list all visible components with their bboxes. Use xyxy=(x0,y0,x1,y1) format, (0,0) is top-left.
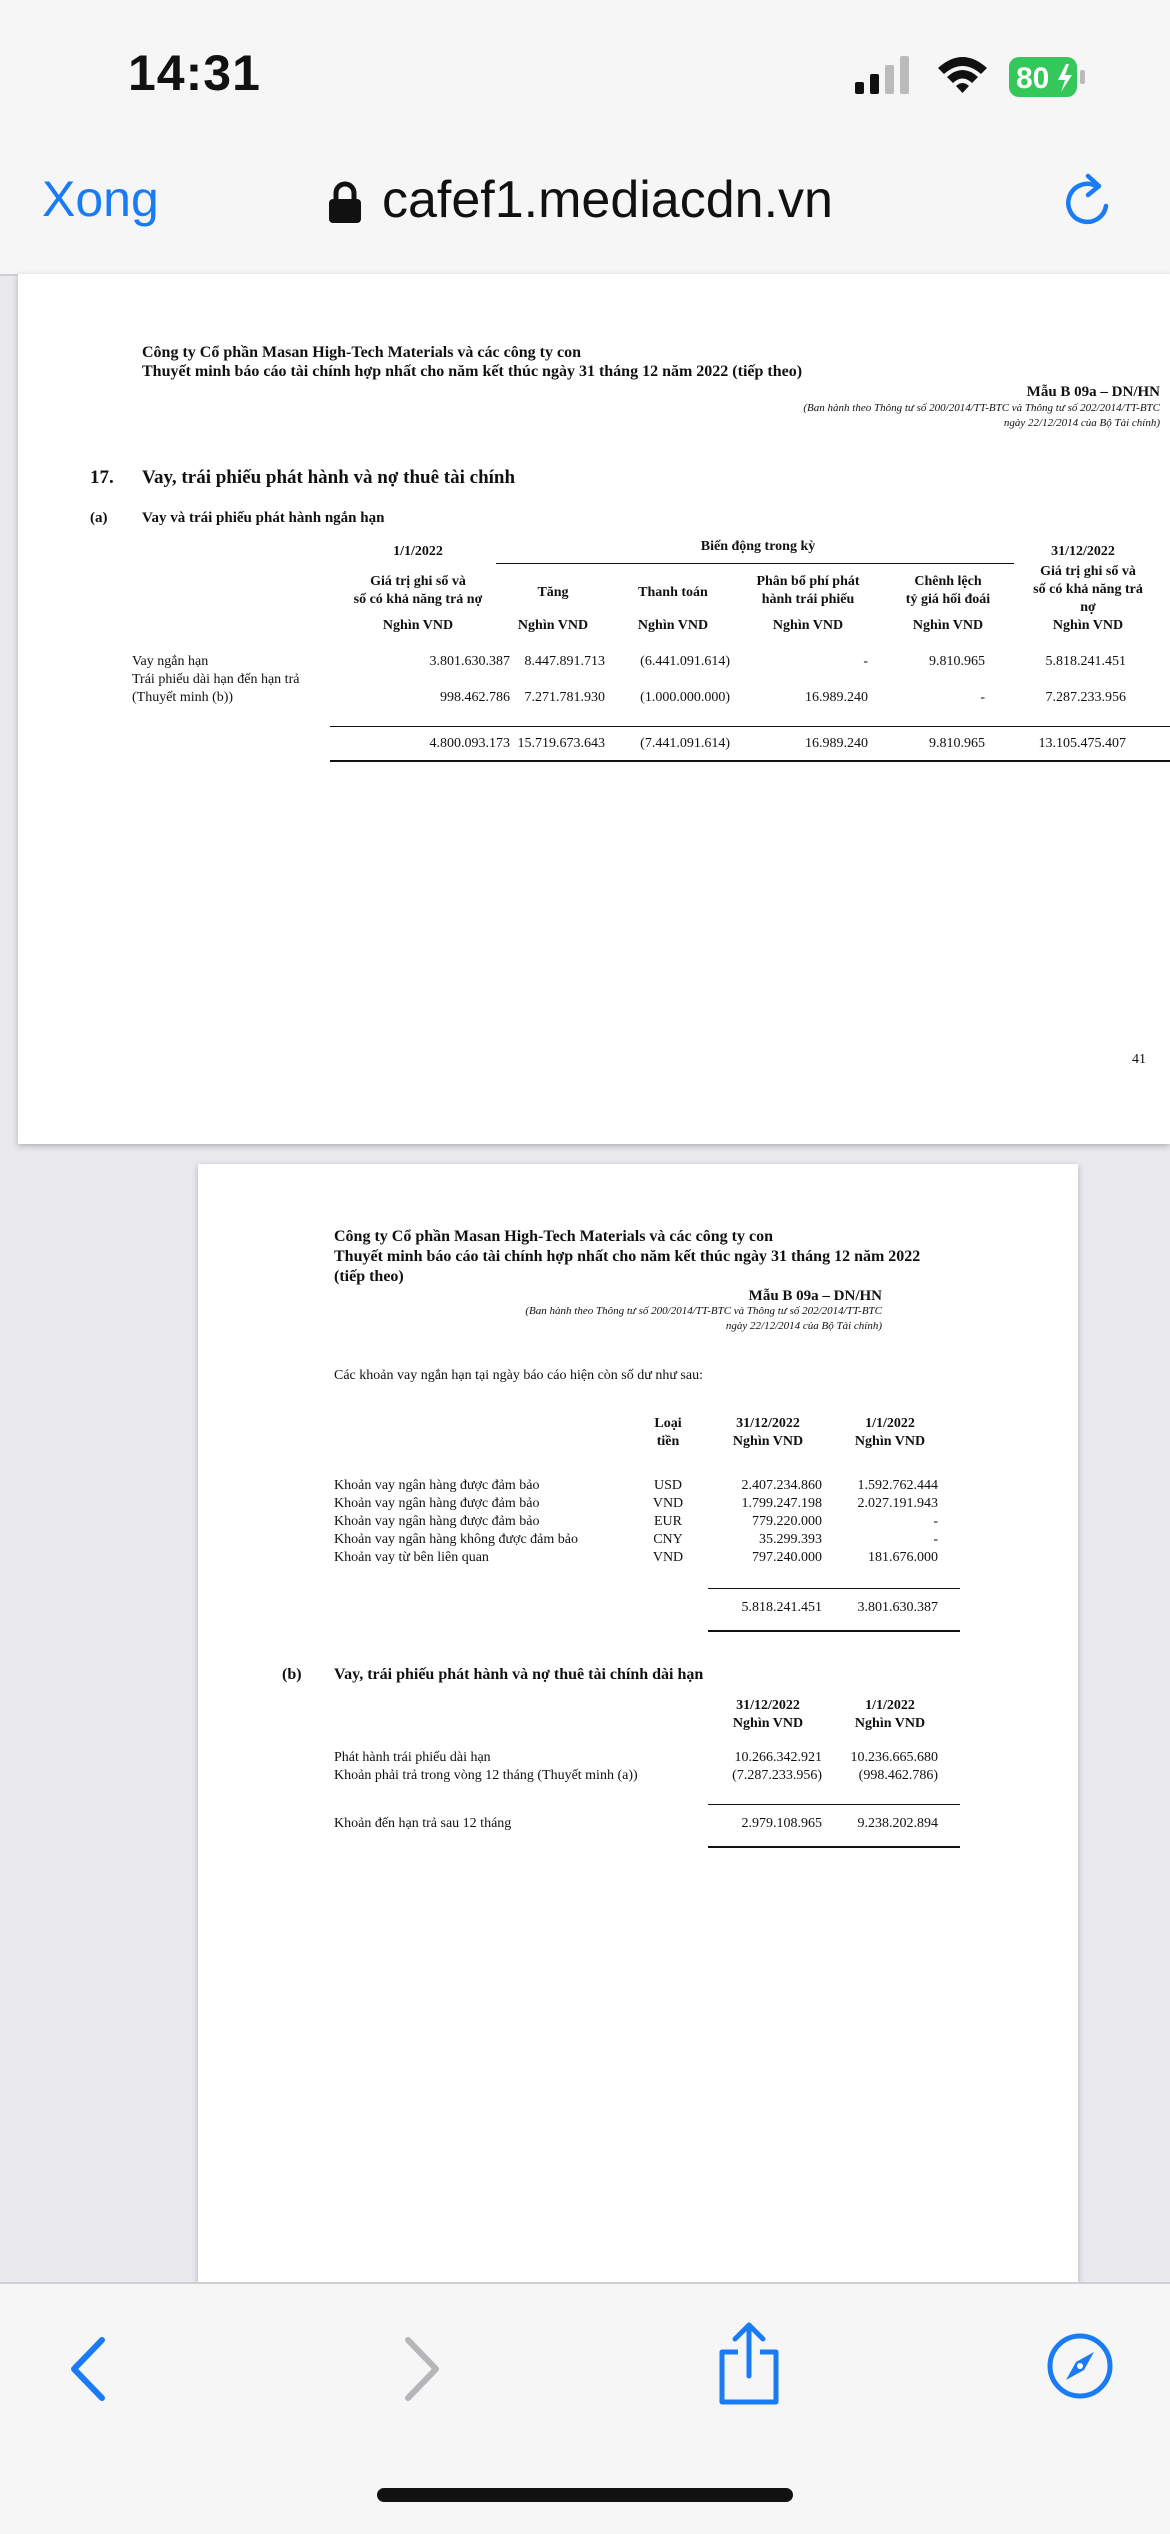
cellular-signal-icon xyxy=(855,56,915,96)
long-term-value: 10.266.342.921 xyxy=(734,1750,822,1765)
subsection-b-title: Vay, trái phiếu phát hành và nợ thuê tài chính dài hạn xyxy=(334,1666,704,1683)
col-head-text: Thanh toán xyxy=(638,585,708,600)
loan-value: 181.676.000 xyxy=(868,1550,938,1565)
url-address[interactable]: cafef1.mediacdn.vn xyxy=(382,171,833,229)
col-head-text: hành trái phiếu xyxy=(761,592,855,607)
total-value: 16.989.240 xyxy=(805,736,868,751)
safari-compass-icon[interactable] xyxy=(1046,2332,1114,2400)
loans-total: 5.818.241.451 xyxy=(741,1600,822,1615)
col-head-text: Giá trị ghi sổ và xyxy=(370,574,466,589)
cell-value: 8.447.891.713 xyxy=(524,654,605,669)
unit-label: Nghìn VND xyxy=(1052,618,1124,633)
form-note-1: (Ban hành theo Thông tư số 200/2014/TT-BTC và Thông tư số 202/2014/TT-BTC xyxy=(525,1305,882,1317)
col-head-currency: tiền xyxy=(656,1434,680,1449)
loan-value: 779.220.000 xyxy=(752,1514,822,1529)
loans-intro: Các khoản vay ngắn hạn tại ngày báo cáo hiện còn số dư như sau: xyxy=(334,1368,703,1383)
unit-label: Nghìn VND xyxy=(772,618,844,633)
document-page-42 xyxy=(198,1164,1078,2284)
cell-value: 9.810.965 xyxy=(929,654,985,669)
row-label: Trái phiếu dài hạn đến hạn trả xyxy=(132,672,300,687)
form-code: Mẫu B 09a – DN/HN xyxy=(748,1288,882,1304)
wifi-icon xyxy=(935,52,990,97)
report-subtitle: Thuyết minh báo cáo tài chính hợp nhất cho năm kết thúc ngày 31 tháng 12 năm 2022 (tiếp theo) xyxy=(142,363,803,380)
status-time: 14:31 xyxy=(128,45,261,101)
col-head-text: Phân bổ phí phát xyxy=(756,574,860,589)
unit-label: Nghìn VND xyxy=(637,618,709,633)
unit-label: Nghìn VND xyxy=(912,618,984,633)
unit-label: Nghìn VND xyxy=(517,618,589,633)
lock-icon xyxy=(328,180,362,224)
reload-icon[interactable] xyxy=(1062,172,1116,230)
cell-value: 5.818.241.451 xyxy=(1045,654,1126,669)
total-value: 13.105.475.407 xyxy=(1038,736,1126,751)
section-number: 17. xyxy=(90,467,114,488)
section-title: Vay, trái phiếu phát hành và nợ thuê tài chính xyxy=(142,467,516,488)
loan-value: - xyxy=(933,1532,938,1547)
col-head-currency: Loại xyxy=(654,1416,682,1431)
col-head-text: Chênh lệch xyxy=(914,574,982,589)
col-head-text: nợ xyxy=(1080,600,1096,615)
loan-value: 797.240.000 xyxy=(752,1550,822,1565)
row-label-note: (Thuyết minh (b)) xyxy=(132,690,234,705)
form-code: Mẫu B 09a – DN/HN xyxy=(1026,384,1160,400)
col-head-date: 1/1/2022 xyxy=(865,1698,915,1713)
col-head-text: Tăng xyxy=(537,585,569,600)
total-value: 9.810.965 xyxy=(929,736,985,751)
loan-value: 2.027.191.943 xyxy=(857,1496,938,1511)
loan-label: Khoản vay ngân hàng được đảm bảo xyxy=(334,1514,540,1529)
col-head-date: 1/1/2022 xyxy=(865,1416,915,1431)
col-head-text: Giá trị ghi sổ và xyxy=(1040,564,1136,579)
cell-value: 3.801.630.387 xyxy=(429,654,510,669)
report-subtitle: Thuyết minh báo cáo tài chính hợp nhất cho năm kết thúc ngày 31 tháng 12 năm 2022 xyxy=(334,1248,921,1265)
unit-label: Nghìn VND xyxy=(732,1434,804,1449)
share-icon[interactable] xyxy=(716,2320,782,2406)
loan-value: 2.407.234.860 xyxy=(741,1478,822,1493)
col-head-date: 31/12/2022 xyxy=(736,1698,800,1713)
subsection-b-label: (b) xyxy=(282,1666,302,1683)
long-term-value: 10.236.665.680 xyxy=(850,1750,938,1765)
loan-value: 1.592.762.444 xyxy=(857,1478,938,1493)
cell-value: 998.462.786 xyxy=(440,690,510,705)
loan-value: - xyxy=(933,1514,938,1529)
cell-value: (6.441.091.614) xyxy=(640,654,730,669)
done-button[interactable]: Xong xyxy=(42,171,159,227)
forward-icon[interactable] xyxy=(400,2334,444,2404)
col-head-date: 31/12/2022 xyxy=(736,1416,800,1431)
cell-value: 7.287.233.956 xyxy=(1045,690,1126,705)
loan-currency: VND xyxy=(652,1550,684,1565)
battery-icon xyxy=(1008,56,1088,98)
long-term-total-label: Khoản đến hạn trả sau 12 tháng xyxy=(334,1816,512,1831)
home-indicator xyxy=(377,2488,793,2502)
loan-currency: USD xyxy=(653,1478,682,1493)
loan-value: 35.299.393 xyxy=(759,1532,822,1547)
company-name: Công ty Cổ phần Masan High-Tech Materials và các công ty con xyxy=(334,1228,773,1245)
col-head-text: số có khả năng trả nợ xyxy=(353,592,483,607)
report-subtitle-cont: (tiếp theo) xyxy=(334,1268,404,1285)
unit-label: Nghìn VND xyxy=(854,1716,926,1731)
cell-value: (1.000.000.000) xyxy=(640,690,730,705)
cell-value: 7.271.781.930 xyxy=(524,690,605,705)
total-value: 15.719.673.643 xyxy=(517,736,605,751)
col-head-opening: 1/1/2022 xyxy=(393,544,443,559)
long-term-value: (998.462.786) xyxy=(858,1768,938,1783)
subsection-a-title: Vay và trái phiếu phát hành ngắn hạn xyxy=(142,510,385,526)
row-label: Vay ngắn hạn xyxy=(132,654,209,669)
loan-value: 1.799.247.198 xyxy=(741,1496,822,1511)
loans-total: 3.801.630.387 xyxy=(857,1600,938,1615)
long-term-total: 2.979.108.965 xyxy=(741,1816,822,1831)
loan-label: Khoản vay từ bên liên quan xyxy=(334,1550,489,1565)
back-icon[interactable] xyxy=(66,2334,110,2404)
unit-label: Nghìn VND xyxy=(732,1716,804,1731)
loan-currency: EUR xyxy=(654,1514,682,1529)
col-head-text: tỷ giá hối đoái xyxy=(905,592,991,607)
loan-currency: CNY xyxy=(653,1532,683,1547)
col-head-movement: Biến động trong kỳ xyxy=(700,539,816,554)
col-head-closing: 31/12/2022 xyxy=(1051,544,1115,559)
long-term-value: (7.287.233.956) xyxy=(732,1768,822,1783)
unit-label: Nghìn VND xyxy=(382,618,454,633)
status-bar xyxy=(0,0,1170,130)
loan-label: Khoản vay ngân hàng không được đảm bảo xyxy=(334,1532,578,1547)
page-number: 41 xyxy=(1132,1052,1146,1067)
form-note-1: (Ban hành theo Thông tư số 200/2014/TT-BTC và Thông tư số 202/2014/TT-BTC xyxy=(803,402,1160,414)
total-value: (7.441.091.614) xyxy=(640,736,730,751)
cell-value: 16.989.240 xyxy=(805,690,868,705)
loan-label: Khoản vay ngân hàng được đảm bảo xyxy=(334,1478,540,1493)
long-term-label: Khoản phải trả trong vòng 12 tháng (Thuyết minh (a)) xyxy=(334,1768,638,1783)
total-value: 4.800.093.173 xyxy=(429,736,510,751)
cell-value: - xyxy=(863,654,868,669)
col-head-text: số có khả năng trả xyxy=(1033,582,1143,597)
document-page-41 xyxy=(18,274,1170,1144)
browser-nav-bar xyxy=(0,130,1170,276)
cell-value: - xyxy=(980,690,985,705)
form-note-2: ngày 22/12/2014 của Bộ Tài chính) xyxy=(1003,417,1160,429)
subsection-a-label: (a) xyxy=(90,510,108,526)
long-term-label: Phát hành trái phiếu dài hạn xyxy=(334,1750,491,1765)
company-name: Công ty Cổ phần Masan High-Tech Materials và các công ty con xyxy=(142,344,581,361)
form-note-2: ngày 22/12/2014 của Bộ Tài chính) xyxy=(725,1320,882,1332)
loan-label: Khoản vay ngân hàng được đảm bảo xyxy=(334,1496,540,1511)
battery-level: 80 xyxy=(1016,62,1050,95)
unit-label: Nghìn VND xyxy=(854,1434,926,1449)
loan-currency: VND xyxy=(652,1496,684,1511)
long-term-total: 9.238.202.894 xyxy=(857,1816,938,1831)
